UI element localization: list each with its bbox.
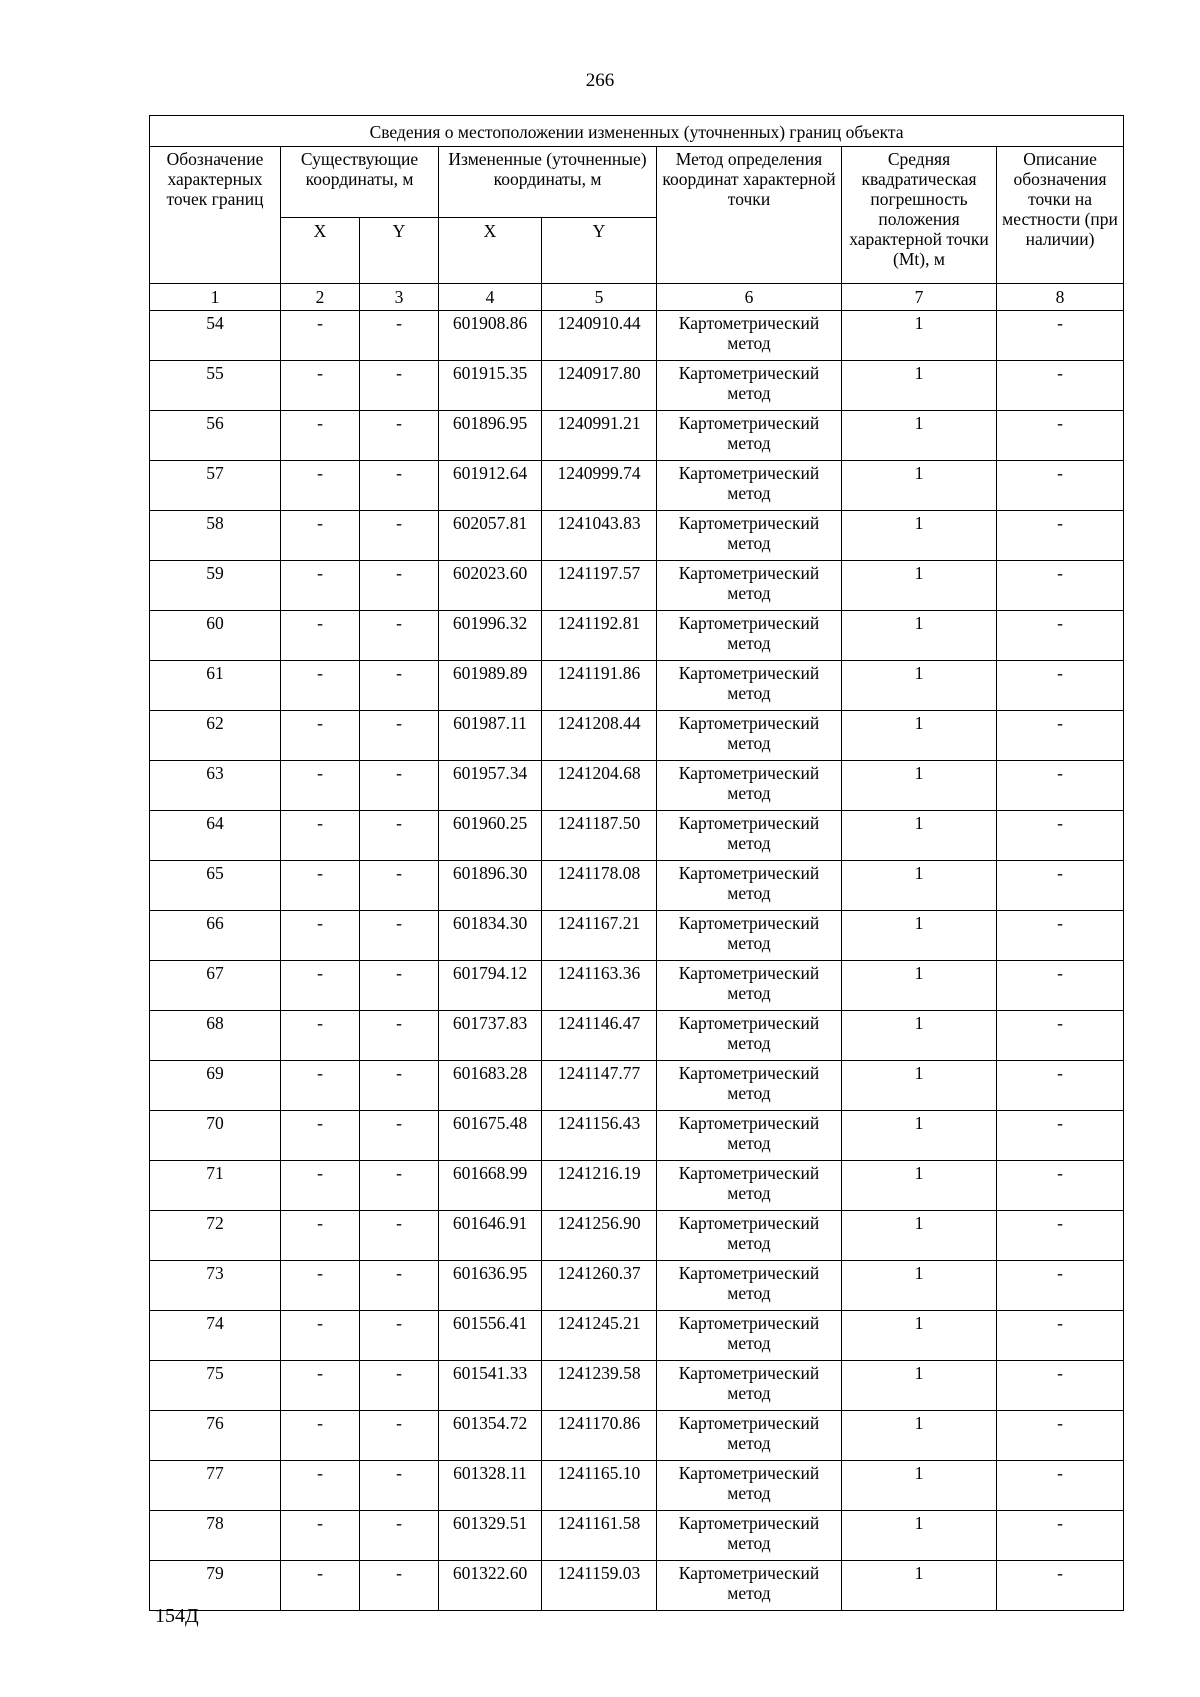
table-row xyxy=(150,1161,1124,1211)
header-changed-coordinates: Измененные (уточненные) координаты, м xyxy=(439,147,657,218)
changed-x-cell: 601636.95 xyxy=(439,1261,542,1311)
changed-y-cell: 1241192.81 xyxy=(542,611,657,661)
changed-x-cell: 601328.11 xyxy=(439,1461,542,1511)
changed-x-cell: 601541.33 xyxy=(439,1361,542,1411)
changed-x-cell: 601912.64 xyxy=(439,461,542,511)
method-cell: Картометрический метод xyxy=(657,1361,842,1411)
point-number-cell: 75 xyxy=(150,1361,281,1411)
changed-x-cell: 601354.72 xyxy=(439,1411,542,1461)
mean-error-cell: 1 xyxy=(842,761,997,811)
table-row xyxy=(150,1261,1124,1311)
table-row xyxy=(150,411,1124,461)
header-point-designation: Обозначение характерных точек границ xyxy=(150,147,281,284)
existing-y-cell: - xyxy=(360,611,439,661)
page-number: 266 xyxy=(585,70,615,91)
point-number-cell: 66 xyxy=(150,911,281,961)
existing-x-cell: - xyxy=(281,1211,360,1261)
existing-y-cell: - xyxy=(360,1311,439,1361)
mean-error-cell: 1 xyxy=(842,961,997,1011)
changed-x-cell: 601668.99 xyxy=(439,1161,542,1211)
existing-y-cell: - xyxy=(360,861,439,911)
existing-x-cell: - xyxy=(281,1111,360,1161)
method-cell: Картометрический метод xyxy=(657,861,842,911)
description-cell: - xyxy=(997,511,1124,561)
changed-y-cell: 1241178.08 xyxy=(542,861,657,911)
existing-y-cell: - xyxy=(360,1011,439,1061)
changed-y-cell: 1241191.86 xyxy=(542,661,657,711)
point-number-cell: 70 xyxy=(150,1111,281,1161)
description-cell: - xyxy=(997,311,1124,361)
method-cell: Картометрический метод xyxy=(657,411,842,461)
method-cell: Картометрический метод xyxy=(657,1561,842,1611)
point-number-cell: 67 xyxy=(150,961,281,1011)
changed-y-cell: 1240917.80 xyxy=(542,361,657,411)
existing-y-cell: - xyxy=(360,361,439,411)
table-row xyxy=(150,911,1124,961)
mean-error-cell: 1 xyxy=(842,1161,997,1211)
method-cell: Картометрический метод xyxy=(657,711,842,761)
column-number: 8 xyxy=(997,284,1124,311)
changed-y-cell: 1241216.19 xyxy=(542,1161,657,1211)
existing-y-cell: - xyxy=(360,1111,439,1161)
existing-x-cell: - xyxy=(281,811,360,861)
existing-x-cell: - xyxy=(281,1511,360,1561)
method-cell: Картометрический метод xyxy=(657,611,842,661)
changed-y-cell: 1241146.47 xyxy=(542,1011,657,1061)
method-cell: Картометрический метод xyxy=(657,911,842,961)
changed-x-cell: 601646.91 xyxy=(439,1211,542,1261)
changed-x-cell: 602023.60 xyxy=(439,561,542,611)
point-number-cell: 62 xyxy=(150,711,281,761)
method-cell: Картометрический метод xyxy=(657,1261,842,1311)
point-number-cell: 76 xyxy=(150,1411,281,1461)
description-cell: - xyxy=(997,1561,1124,1611)
description-cell: - xyxy=(997,1111,1124,1161)
method-cell: Картометрический метод xyxy=(657,1111,842,1161)
mean-error-cell: 1 xyxy=(842,1311,997,1361)
column-number: 6 xyxy=(657,284,842,311)
existing-x-cell: - xyxy=(281,311,360,361)
existing-y-cell: - xyxy=(360,911,439,961)
existing-x-cell: - xyxy=(281,611,360,661)
changed-y-cell: 1240999.74 xyxy=(542,461,657,511)
point-number-cell: 54 xyxy=(150,311,281,361)
method-cell: Картометрический метод xyxy=(657,1061,842,1111)
existing-x-cell: - xyxy=(281,961,360,1011)
method-cell: Картометрический метод xyxy=(657,1211,842,1261)
changed-x-cell: 601987.11 xyxy=(439,711,542,761)
changed-x-cell: 601556.41 xyxy=(439,1311,542,1361)
method-cell: Картометрический метод xyxy=(657,811,842,861)
changed-y-cell: 1241208.44 xyxy=(542,711,657,761)
description-cell: - xyxy=(997,611,1124,661)
existing-x-cell: - xyxy=(281,761,360,811)
point-number-cell: 60 xyxy=(150,611,281,661)
changed-x-cell: 601675.48 xyxy=(439,1111,542,1161)
column-number: 3 xyxy=(360,284,439,311)
table-row xyxy=(150,611,1124,661)
description-cell: - xyxy=(997,761,1124,811)
changed-y-cell: 1241156.43 xyxy=(542,1111,657,1161)
existing-y-cell: - xyxy=(360,1411,439,1461)
existing-x-cell: - xyxy=(281,861,360,911)
changed-y-cell: 1241197.57 xyxy=(542,561,657,611)
existing-x-cell: - xyxy=(281,461,360,511)
existing-x-cell: - xyxy=(281,561,360,611)
table-body xyxy=(150,311,1124,1611)
column-number: 5 xyxy=(542,284,657,311)
mean-error-cell: 1 xyxy=(842,861,997,911)
header-existing-x: X xyxy=(281,218,360,284)
header-mean-error: Средняя квадратическая погрешность положения характерной точки (Mt), м xyxy=(842,147,997,284)
footer-code: 154Д xyxy=(155,1605,199,1627)
method-cell: Картометрический метод xyxy=(657,1511,842,1561)
changed-y-cell: 1241245.21 xyxy=(542,1311,657,1361)
mean-error-cell: 1 xyxy=(842,911,997,961)
description-cell: - xyxy=(997,711,1124,761)
existing-x-cell: - xyxy=(281,1461,360,1511)
existing-y-cell: - xyxy=(360,1061,439,1111)
method-cell: Картометрический метод xyxy=(657,1461,842,1511)
description-cell: - xyxy=(997,561,1124,611)
point-number-cell: 73 xyxy=(150,1261,281,1311)
changed-y-cell: 1241165.10 xyxy=(542,1461,657,1511)
method-cell: Картометрический метод xyxy=(657,1411,842,1461)
method-cell: Картометрический метод xyxy=(657,461,842,511)
existing-x-cell: - xyxy=(281,411,360,461)
changed-y-cell: 1241167.21 xyxy=(542,911,657,961)
point-number-cell: 72 xyxy=(150,1211,281,1261)
existing-y-cell: - xyxy=(360,811,439,861)
changed-x-cell: 601960.25 xyxy=(439,811,542,861)
table-row xyxy=(150,1361,1124,1411)
existing-y-cell: - xyxy=(360,1511,439,1561)
mean-error-cell: 1 xyxy=(842,461,997,511)
existing-y-cell: - xyxy=(360,711,439,761)
point-number-cell: 58 xyxy=(150,511,281,561)
table-row xyxy=(150,1561,1124,1611)
column-number: 1 xyxy=(150,284,281,311)
mean-error-cell: 1 xyxy=(842,1111,997,1161)
table-row xyxy=(150,1011,1124,1061)
description-cell: - xyxy=(997,461,1124,511)
description-cell: - xyxy=(997,1261,1124,1311)
changed-y-cell: 1241159.03 xyxy=(542,1561,657,1611)
mean-error-cell: 1 xyxy=(842,1211,997,1261)
table-row xyxy=(150,861,1124,911)
existing-x-cell: - xyxy=(281,1311,360,1361)
description-cell: - xyxy=(997,1311,1124,1361)
existing-y-cell: - xyxy=(360,661,439,711)
changed-x-cell: 601329.51 xyxy=(439,1511,542,1561)
mean-error-cell: 1 xyxy=(842,1411,997,1461)
mean-error-cell: 1 xyxy=(842,361,997,411)
mean-error-cell: 1 xyxy=(842,1361,997,1411)
mean-error-cell: 1 xyxy=(842,1061,997,1111)
changed-x-cell: 601989.89 xyxy=(439,661,542,711)
mean-error-cell: 1 xyxy=(842,711,997,761)
point-number-cell: 64 xyxy=(150,811,281,861)
changed-x-cell: 601908.86 xyxy=(439,311,542,361)
existing-y-cell: - xyxy=(360,311,439,361)
existing-y-cell: - xyxy=(360,561,439,611)
description-cell: - xyxy=(997,1461,1124,1511)
mean-error-cell: 1 xyxy=(842,1461,997,1511)
table-row xyxy=(150,1411,1124,1461)
existing-y-cell: - xyxy=(360,1211,439,1261)
description-cell: - xyxy=(997,1161,1124,1211)
table-row xyxy=(150,461,1124,511)
mean-error-cell: 1 xyxy=(842,611,997,661)
mean-error-cell: 1 xyxy=(842,511,997,561)
changed-x-cell: 601794.12 xyxy=(439,961,542,1011)
changed-y-cell: 1241239.58 xyxy=(542,1361,657,1411)
column-number: 4 xyxy=(439,284,542,311)
mean-error-cell: 1 xyxy=(842,1261,997,1311)
table-row xyxy=(150,1211,1124,1261)
existing-x-cell: - xyxy=(281,361,360,411)
method-cell: Картометрический метод xyxy=(657,1161,842,1211)
table-row xyxy=(150,961,1124,1011)
boundary-coordinates-table xyxy=(149,115,1124,1611)
description-cell: - xyxy=(997,961,1124,1011)
point-number-cell: 65 xyxy=(150,861,281,911)
existing-y-cell: - xyxy=(360,1361,439,1411)
method-cell: Картометрический метод xyxy=(657,961,842,1011)
changed-x-cell: 602057.81 xyxy=(439,511,542,561)
changed-y-cell: 1241256.90 xyxy=(542,1211,657,1261)
changed-y-cell: 1241204.68 xyxy=(542,761,657,811)
changed-x-cell: 601322.60 xyxy=(439,1561,542,1611)
method-cell: Картометрический метод xyxy=(657,511,842,561)
point-number-cell: 77 xyxy=(150,1461,281,1511)
table-row xyxy=(150,1111,1124,1161)
existing-x-cell: - xyxy=(281,1161,360,1211)
table-row xyxy=(150,811,1124,861)
description-cell: - xyxy=(997,361,1124,411)
existing-x-cell: - xyxy=(281,1061,360,1111)
changed-x-cell: 601896.95 xyxy=(439,411,542,461)
header-changed-x: X xyxy=(439,218,542,284)
changed-y-cell: 1241161.58 xyxy=(542,1511,657,1561)
existing-y-cell: - xyxy=(360,1261,439,1311)
point-number-cell: 79 xyxy=(150,1561,281,1611)
header-method: Метод определения координат характерной точки xyxy=(657,147,842,284)
table-row xyxy=(150,361,1124,411)
header-description: Описание обозначения точки на местности (при наличии) xyxy=(997,147,1124,284)
table-row xyxy=(150,711,1124,761)
mean-error-cell: 1 xyxy=(842,661,997,711)
table-caption: Сведения о местоположении измененных (уточненных) границ объекта xyxy=(150,116,1124,147)
changed-x-cell: 601834.30 xyxy=(439,911,542,961)
description-cell: - xyxy=(997,1211,1124,1261)
existing-y-cell: - xyxy=(360,1461,439,1511)
changed-x-cell: 601737.83 xyxy=(439,1011,542,1061)
description-cell: - xyxy=(997,1061,1124,1111)
mean-error-cell: 1 xyxy=(842,411,997,461)
description-cell: - xyxy=(997,1361,1124,1411)
changed-x-cell: 601915.35 xyxy=(439,361,542,411)
description-cell: - xyxy=(997,661,1124,711)
method-cell: Картометрический метод xyxy=(657,761,842,811)
table-row xyxy=(150,311,1124,361)
mean-error-cell: 1 xyxy=(842,811,997,861)
point-number-cell: 61 xyxy=(150,661,281,711)
header-changed-y: Y xyxy=(542,218,657,284)
mean-error-cell: 1 xyxy=(842,1561,997,1611)
description-cell: - xyxy=(997,1411,1124,1461)
point-number-cell: 69 xyxy=(150,1061,281,1111)
method-cell: Картометрический метод xyxy=(657,661,842,711)
existing-x-cell: - xyxy=(281,1411,360,1461)
method-cell: Картометрический метод xyxy=(657,1011,842,1061)
existing-x-cell: - xyxy=(281,1361,360,1411)
description-cell: - xyxy=(997,811,1124,861)
table-row xyxy=(150,561,1124,611)
changed-y-cell: 1241043.83 xyxy=(542,511,657,561)
point-number-cell: 59 xyxy=(150,561,281,611)
description-cell: - xyxy=(997,911,1124,961)
existing-x-cell: - xyxy=(281,1561,360,1611)
table-row xyxy=(150,1461,1124,1511)
point-number-cell: 55 xyxy=(150,361,281,411)
changed-y-cell: 1240910.44 xyxy=(542,311,657,361)
existing-y-cell: - xyxy=(360,461,439,511)
header-existing-coordinates: Существующие координаты, м xyxy=(281,147,439,218)
changed-x-cell: 601996.32 xyxy=(439,611,542,661)
table-row xyxy=(150,1511,1124,1561)
existing-y-cell: - xyxy=(360,961,439,1011)
changed-y-cell: 1241147.77 xyxy=(542,1061,657,1111)
point-number-cell: 57 xyxy=(150,461,281,511)
existing-x-cell: - xyxy=(281,661,360,711)
point-number-cell: 56 xyxy=(150,411,281,461)
table-row xyxy=(150,1061,1124,1111)
method-cell: Картометрический метод xyxy=(657,361,842,411)
point-number-cell: 63 xyxy=(150,761,281,811)
table-row xyxy=(150,661,1124,711)
existing-x-cell: - xyxy=(281,511,360,561)
changed-x-cell: 601957.34 xyxy=(439,761,542,811)
existing-y-cell: - xyxy=(360,1161,439,1211)
description-cell: - xyxy=(997,1511,1124,1561)
table-row xyxy=(150,1311,1124,1361)
existing-y-cell: - xyxy=(360,761,439,811)
changed-y-cell: 1241170.86 xyxy=(542,1411,657,1461)
description-cell: - xyxy=(997,1011,1124,1061)
column-number: 7 xyxy=(842,284,997,311)
mean-error-cell: 1 xyxy=(842,1511,997,1561)
changed-y-cell: 1241260.37 xyxy=(542,1261,657,1311)
existing-x-cell: - xyxy=(281,1261,360,1311)
point-number-cell: 71 xyxy=(150,1161,281,1211)
method-cell: Картометрический метод xyxy=(657,311,842,361)
description-cell: - xyxy=(997,861,1124,911)
changed-y-cell: 1241163.36 xyxy=(542,961,657,1011)
header-existing-y: Y xyxy=(360,218,439,284)
mean-error-cell: 1 xyxy=(842,311,997,361)
existing-x-cell: - xyxy=(281,911,360,961)
method-cell: Картометрический метод xyxy=(657,1311,842,1361)
table-row xyxy=(150,761,1124,811)
method-cell: Картометрический метод xyxy=(657,561,842,611)
existing-y-cell: - xyxy=(360,1561,439,1611)
point-number-cell: 74 xyxy=(150,1311,281,1361)
changed-y-cell: 1240991.21 xyxy=(542,411,657,461)
existing-x-cell: - xyxy=(281,711,360,761)
changed-x-cell: 601683.28 xyxy=(439,1061,542,1111)
column-number: 2 xyxy=(281,284,360,311)
point-number-cell: 78 xyxy=(150,1511,281,1561)
description-cell: - xyxy=(997,411,1124,461)
existing-y-cell: - xyxy=(360,511,439,561)
point-number-cell: 68 xyxy=(150,1011,281,1061)
table-row xyxy=(150,511,1124,561)
changed-x-cell: 601896.30 xyxy=(439,861,542,911)
existing-y-cell: - xyxy=(360,411,439,461)
mean-error-cell: 1 xyxy=(842,561,997,611)
existing-x-cell: - xyxy=(281,1011,360,1061)
changed-y-cell: 1241187.50 xyxy=(542,811,657,861)
mean-error-cell: 1 xyxy=(842,1011,997,1061)
